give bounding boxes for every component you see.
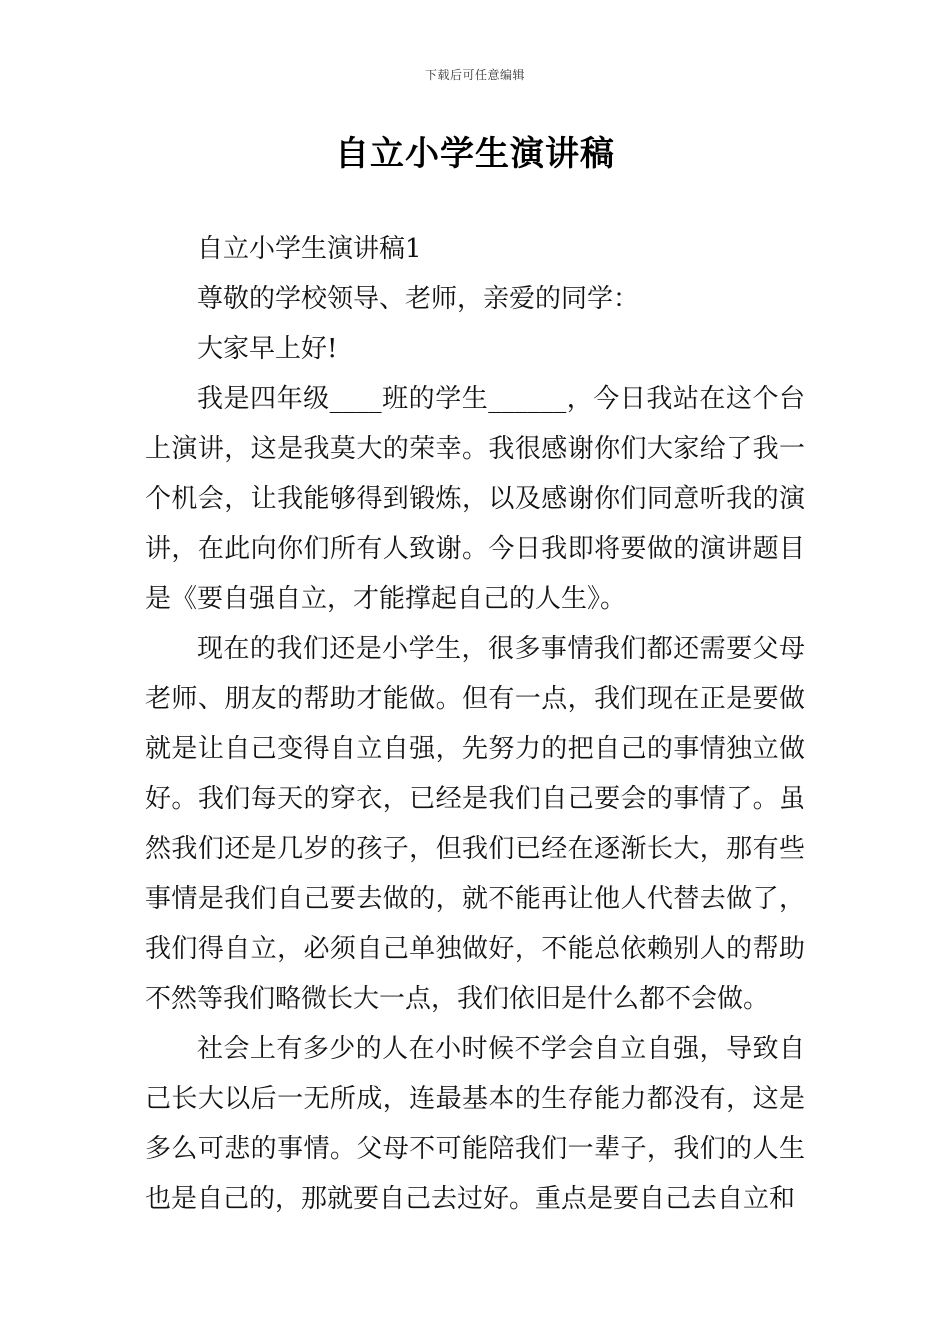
salutation: 尊敬的学校领导、老师，亲爱的同学： (197, 284, 640, 314)
body-paragraph: 社会上有多少的人在小时候不学会自立自强，导致自己长大以后一无所成，连最基本的生存能力都没有，这是多么可悲的事情。父母不可能陪我们一辈子，我们的人生也是自己的，那就要自己去过好。重点是要自己去自立和 (145, 1034, 805, 1214)
header-note: 下载后可任意编辑 (424, 68, 525, 82)
document-body (145, 224, 805, 1224)
document-title: 自立小学生演讲稿 (335, 134, 615, 174)
greeting: 大家早上好! (197, 334, 338, 364)
body-paragraph: 现在的我们还是小学生，很多事情我们都还需要父母老师、朋友的帮助才能做。但有一点，我们现在正是要做就是让自己变得自立自强，先努力的把自己的事情独立做好。我们每天的穿衣，已经是我们自己要会的事情了。虽然我们还是几岁的孩子，但我们已经在逐渐长大，那有些事情是我们自己要去做的，就不能再让他人代替去做了，我们得自立，必须自己单独做好，不能总依赖别人的帮助不然等我们略微长大一点，我们依旧是什么都不会做。 (145, 634, 805, 1014)
speech-subtitle: 自立小学生演讲稿1 (197, 234, 422, 264)
body-paragraph: 我是四年级____班的学生______，今日我站在这个台上演讲，这是我莫大的荣幸。我很感谢你们大家给了我一个机会，让我能够得到锻炼，以及感谢你们同意听我的演讲，在此向你们所有人致谢。今日我即将要做的演讲题目是《要自强自立，才能撑起自己的人生》。 (145, 384, 805, 614)
